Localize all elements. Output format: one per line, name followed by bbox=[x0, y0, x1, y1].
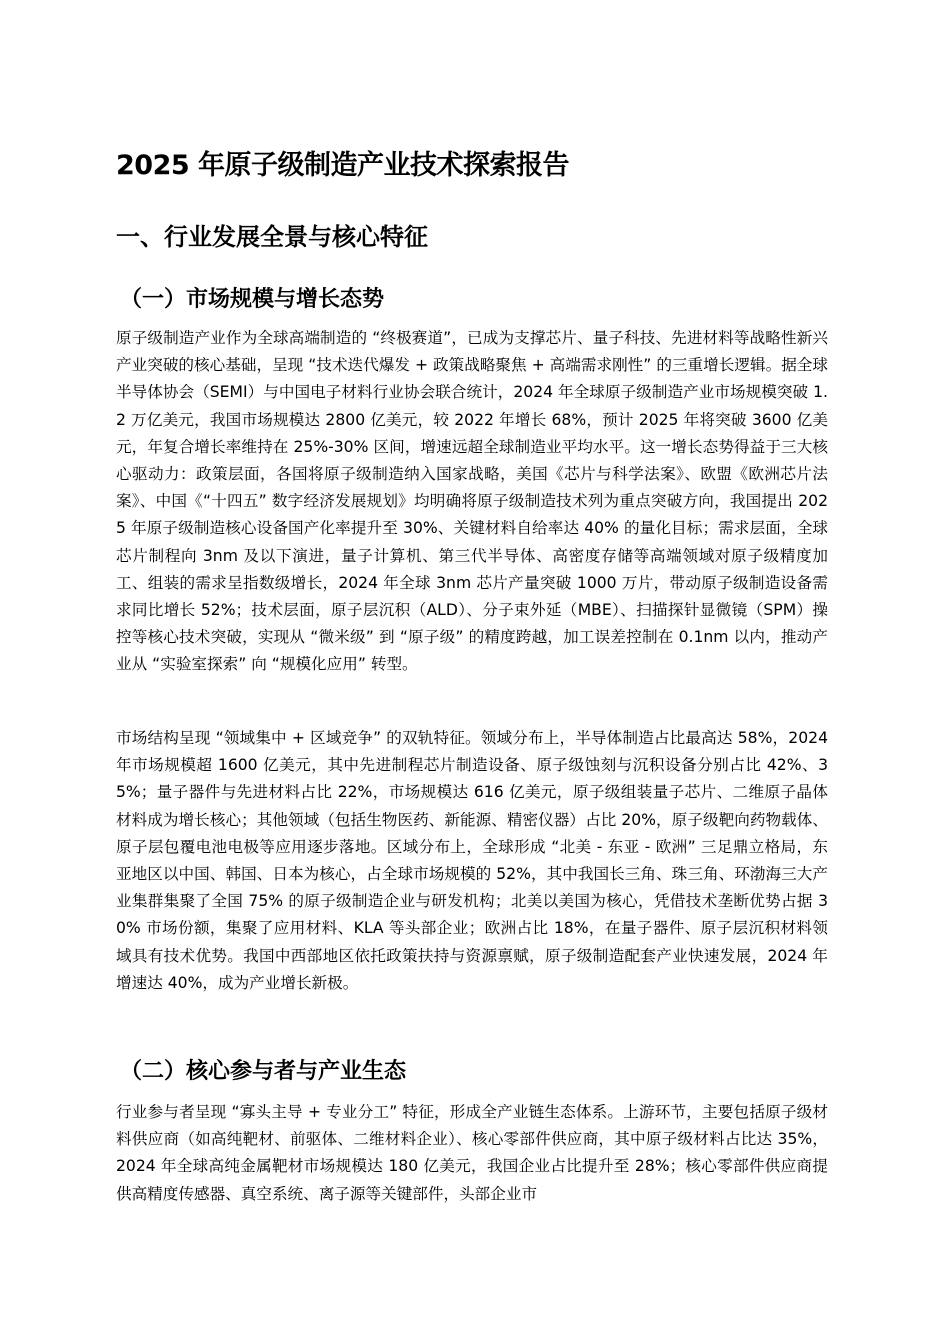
subsection-heading-ecosystem: （二）核心参与者与产业生态 bbox=[120, 1059, 407, 1084]
paragraph-market-structure: 市场结构呈现 “领域集中 + 区域竞争” 的双轨特征。领域分布上，半导体制造占比最高达 58%，2024 年市场规模超 1600 亿美元，其中先进制程芯片制造设备、原子级蚀刻与沉积设备分别占比 42%、35%；量子器件与先进材料占比 22%，市场规模达 616 亿美元，原子级组装量子芯片、二维原子晶体材料成为增长核心；其他领域（包括生物医药、新能源、精密仪器）占比 20%，原子级靶向药物载体、原子层包覆电池电极等应用逐步落地。区域分布上，全球形成 “北美 - 东亚 - 欧洲” 三足鼎立格局，东亚地区以中国、韩国、日本为核心，占全球市场规模的 52%，其中我国长三角、珠三角、环渤海三大产业集群集聚了全国 75% 的原子级制造企业与研发机构；北美以美国为核心，凭借技术垄断优势占据 30% 市场份额，集聚了应用材料、KLA 等头部企业；欧洲占比 18%，在量子器件、原子层沉积材料领域具有技术优势。我国中西部地区依托政策扶持与资源禀赋，原子级制造配套产业快速发展，2024 年增速达 40%，成为产业增长新极。 bbox=[116, 729, 828, 992]
paragraph-ecosystem: 行业参与者呈现 “寡头主导 + 专业分工” 特征，形成全产业链生态体系。上游环节，主要包括原子级材料供应商（如高纯靶材、前驱体、二维材料企业）、核心零部件供应商，其中原子级材料占比达 35%，2024 年全球高纯金属靶材市场规模达 180 亿美元，我国企业占比提升至 28%；核心零部件供应商提供高精度传感器、真空系统、离子源等关键部件，头部企业市 bbox=[116, 1103, 828, 1203]
paragraph-market-growth: 原子级制造产业作为全球高端制造的 “终极赛道”，已成为支撑芯片、量子科技、先进材料等战略性新兴产业突破的核心基础，呈现 “技术迭代爆发 + 政策战略聚焦 + 高端需求刚性” 的三重增长逻辑。据全球半导体协会（SEMI）与中国电子材料行业协会联合统计，2024 年全球原子级制造产业市场规模突破 1.2 万亿美元，我国市场规模达 2800 亿美元，较 2022 年增长 68%，预计 2025 年将突破 3600 亿美元，年复合增长率维持在 25%-30% 区间，增速远超全球制造业平均水平。这一增长态势得益于三大核心驱动力：政策层面，各国将原子级制造纳入国家战略，美国《芯片与科学法案》、欧盟《欧洲芯片法案》、中国《“十四五” 数字经济发展规划》均明确将原子级制造技术列为重点突破方向，我国提出 2025 年原子级制造核心设备国产化率提升至 30%、关键材料自给率达 40% 的量化目标；需求层面，全球芯片制程向 3nm 及以下演进，量子计算机、第三代半导体、高密度存储等高端领域对原子级精度加工、组装的需求呈指数级增长，2024 年全球 3nm 芯片产量突破 1000 万片，带动原子级制造设备需求同比增长 52%；技术层面，原子层沉积（ALD）、分子束外延（MBE）、扫描探针显微镜（SPM）操控等核心技术突破，实现从 “微米级” 到 “原子级” 的精度跨越，加工误差控制在 0.1nm 以内，推动产业从 “实验室探索” 向 “规模化应用” 转型。 bbox=[116, 329, 828, 674]
section-heading: 一、行业发展全景与核心特征 bbox=[116, 223, 428, 251]
document-title: 2025 年原子级制造产业技术探索报告 bbox=[116, 150, 570, 181]
subsection-heading-market: （一）市场规模与增长态势 bbox=[120, 287, 385, 312]
